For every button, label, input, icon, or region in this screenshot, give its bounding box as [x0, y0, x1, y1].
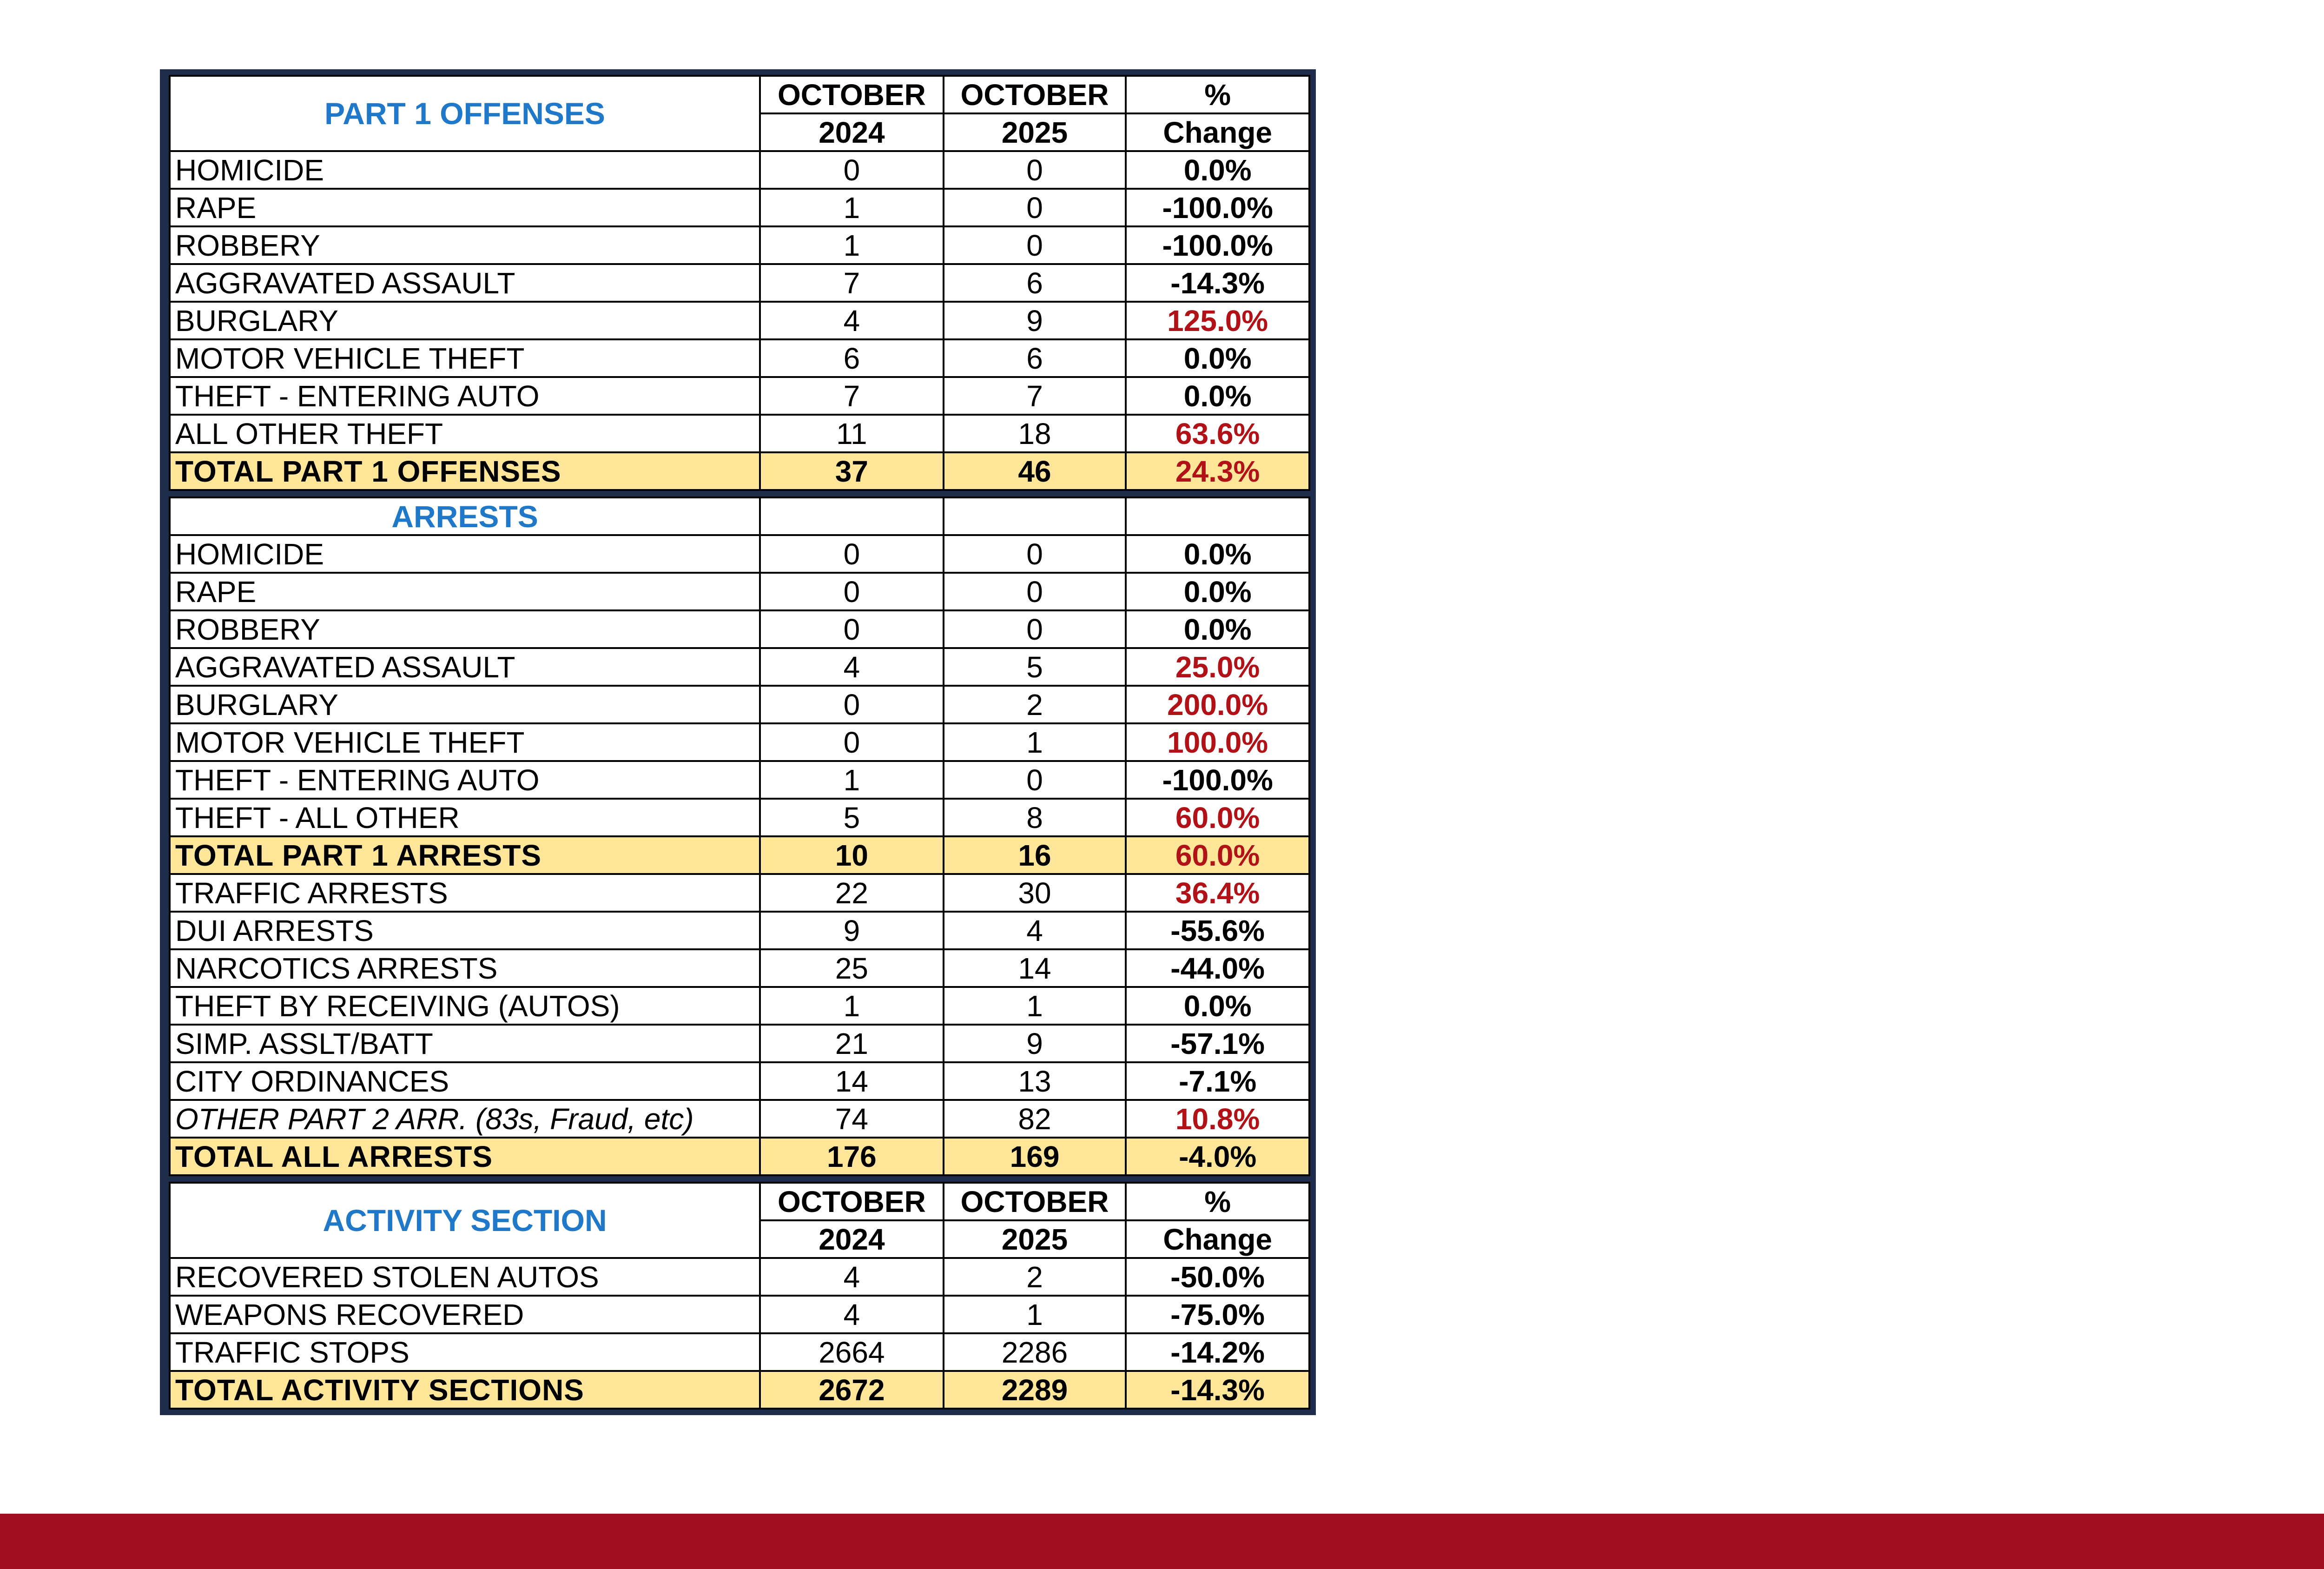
cell-pct-change: 100.0%: [1126, 723, 1309, 761]
cell-oct2024-value: 11: [760, 415, 944, 452]
activity-col-oct2024-month: OCTOBER: [760, 1183, 944, 1220]
cell-oct2024-value: 1: [760, 189, 944, 226]
cell-oct2025-value: 30: [944, 874, 1126, 912]
cell-label: SIMP. ASSLT/BATT: [170, 1025, 760, 1062]
cell-oct2025-value: 1: [944, 1296, 1126, 1333]
part1-row: [170, 226, 1309, 264]
cell-label: RAPE: [170, 573, 760, 610]
cell-oct2025-value: 13: [944, 1062, 1126, 1100]
cell-pct-change: 0.0%: [1126, 151, 1309, 189]
cell-label: RECOVERED STOLEN AUTOS: [170, 1258, 760, 1296]
cell-label: HOMICIDE: [170, 151, 760, 189]
arrests-other-row: [170, 987, 1309, 1025]
part1-offenses-table: [169, 75, 1310, 491]
activity-section-title: ACTIVITY SECTION: [170, 1183, 760, 1258]
cell-pct-change: -100.0%: [1126, 189, 1309, 226]
activity-col-pct-change: Change: [1126, 1220, 1309, 1258]
cell-pct-change: -14.3%: [1126, 264, 1309, 302]
arrests-table: [169, 497, 1310, 1176]
cell-pct-change: -100.0%: [1126, 226, 1309, 264]
part1-header-row-1: [170, 76, 1309, 113]
cell-pct-change: -57.1%: [1126, 1025, 1309, 1062]
cell-oct2024-value: 25: [760, 949, 944, 987]
footer-color-band: [0, 1514, 2324, 1569]
cell-label: TRAFFIC STOPS: [170, 1333, 760, 1371]
cell-oct2025-value: 5: [944, 648, 1126, 686]
arrests-all-total-oct2025-value: 169: [944, 1138, 1126, 1175]
arrests-other-rows: [170, 874, 1309, 1138]
cell-oct2024-value: 2664: [760, 1333, 944, 1371]
cell-oct2025-value: 9: [944, 302, 1126, 339]
cell-oct2024-value: 0: [760, 535, 944, 573]
cell-oct2024-value: 4: [760, 302, 944, 339]
activity-row: [170, 1258, 1309, 1296]
arrests-all-total-pct-change: -4.0%: [1126, 1138, 1309, 1175]
cell-oct2024-value: 1: [760, 226, 944, 264]
cell-pct-change: -44.0%: [1126, 949, 1309, 987]
cell-oct2024-value: 22: [760, 874, 944, 912]
cell-oct2025-value: 1: [944, 987, 1126, 1025]
cell-pct-change: 0.0%: [1126, 339, 1309, 377]
arrests-part1-total-pct-change: 60.0%: [1126, 836, 1309, 874]
cell-pct-change: 25.0%: [1126, 648, 1309, 686]
cell-pct-change: -100.0%: [1126, 761, 1309, 799]
cell-oct2025-value: 6: [944, 339, 1126, 377]
cell-label: THEFT - ENTERING AUTO: [170, 377, 760, 415]
arrests-part1-total-section: [170, 836, 1309, 874]
part1-row: [170, 264, 1309, 302]
cell-pct-change: 0.0%: [1126, 573, 1309, 610]
cell-pct-change: 125.0%: [1126, 302, 1309, 339]
cell-oct2024-value: 6: [760, 339, 944, 377]
part1-row: [170, 339, 1309, 377]
cell-oct2025-value: 0: [944, 761, 1126, 799]
arrests-row: [170, 610, 1309, 648]
cell-label: AGGRAVATED ASSAULT: [170, 648, 760, 686]
part1-total-section: [170, 452, 1309, 490]
part1-rows: [170, 151, 1309, 452]
cell-label: THEFT - ENTERING AUTO: [170, 761, 760, 799]
crime-statistics-report: [160, 69, 1316, 1415]
cell-pct-change: 0.0%: [1126, 610, 1309, 648]
part1-col-pct-change: Change: [1126, 113, 1309, 151]
cell-pct-change: 63.6%: [1126, 415, 1309, 452]
cell-label: MOTOR VEHICLE THEFT: [170, 339, 760, 377]
part1-col-pct-symbol: %: [1126, 76, 1309, 113]
cell-oct2024-value: 5: [760, 799, 944, 836]
activity-col-oct2025-year: 2025: [944, 1220, 1126, 1258]
cell-label: OTHER PART 2 ARR. (83s, Fraud, etc): [170, 1100, 760, 1138]
cell-pct-change: 36.4%: [1126, 874, 1309, 912]
arrests-other-row: [170, 874, 1309, 912]
part1-col-oct2025-year: 2025: [944, 113, 1126, 151]
activity-total-oct2025-value: 2289: [944, 1371, 1126, 1409]
cell-oct2025-value: 9: [944, 1025, 1126, 1062]
arrests-row: [170, 723, 1309, 761]
cell-pct-change: 0.0%: [1126, 987, 1309, 1025]
cell-label: HOMICIDE: [170, 535, 760, 573]
part1-col-oct2024-month: OCTOBER: [760, 76, 944, 113]
part1-row: [170, 377, 1309, 415]
activity-table: [169, 1182, 1310, 1410]
part1-total-label: TOTAL PART 1 OFFENSES: [170, 452, 760, 490]
arrests-all-total-row: [170, 1138, 1309, 1175]
cell-oct2024-value: 0: [760, 151, 944, 189]
cell-oct2025-value: 14: [944, 949, 1126, 987]
arrests-other-row: [170, 912, 1309, 949]
cell-oct2024-value: 4: [760, 1258, 944, 1296]
cell-oct2024-value: 7: [760, 264, 944, 302]
cell-oct2025-value: 0: [944, 573, 1126, 610]
cell-label: RAPE: [170, 189, 760, 226]
cell-label: MOTOR VEHICLE THEFT: [170, 723, 760, 761]
activity-total-label: TOTAL ACTIVITY SECTIONS: [170, 1371, 760, 1409]
cell-pct-change: -7.1%: [1126, 1062, 1309, 1100]
cell-label: BURGLARY: [170, 302, 760, 339]
arrests-all-total-label: TOTAL ALL ARRESTS: [170, 1138, 760, 1175]
activity-row: [170, 1296, 1309, 1333]
cell-label: ROBBERY: [170, 610, 760, 648]
arrests-header-blank-1: [760, 497, 944, 535]
activity-col-oct2024-year: 2024: [760, 1220, 944, 1258]
cell-oct2024-value: 74: [760, 1100, 944, 1138]
cell-oct2024-value: 14: [760, 1062, 944, 1100]
cell-label: ALL OTHER THEFT: [170, 415, 760, 452]
cell-oct2025-value: 0: [944, 535, 1126, 573]
arrests-header-blank-2: [944, 497, 1126, 535]
part1-section-title: PART 1 OFFENSES: [170, 76, 760, 151]
cell-label: ROBBERY: [170, 226, 760, 264]
cell-oct2024-value: 9: [760, 912, 944, 949]
arrests-header-row: [170, 497, 1309, 535]
activity-col-oct2025-month: OCTOBER: [944, 1183, 1126, 1220]
arrests-row: [170, 761, 1309, 799]
cell-oct2025-value: 0: [944, 151, 1126, 189]
cell-oct2024-value: 0: [760, 686, 944, 723]
cell-pct-change: 0.0%: [1126, 377, 1309, 415]
cell-oct2024-value: 4: [760, 1296, 944, 1333]
cell-label: TRAFFIC ARRESTS: [170, 874, 760, 912]
arrests-other-row: [170, 1100, 1309, 1138]
cell-oct2025-value: 2286: [944, 1333, 1126, 1371]
arrests-other-row: [170, 1062, 1309, 1100]
arrests-row: [170, 799, 1309, 836]
arrests-other-row: [170, 1025, 1309, 1062]
cell-oct2024-value: 0: [760, 610, 944, 648]
cell-label: CITY ORDINANCES: [170, 1062, 760, 1100]
activity-total-oct2024-value: 2672: [760, 1371, 944, 1409]
activity-total-section: [170, 1371, 1309, 1409]
cell-oct2025-value: 2: [944, 686, 1126, 723]
arrests-all-total-section: [170, 1138, 1309, 1175]
part1-total-oct2024-value: 37: [760, 452, 944, 490]
activity-row: [170, 1333, 1309, 1371]
cell-pct-change: -55.6%: [1126, 912, 1309, 949]
cell-oct2024-value: 4: [760, 648, 944, 686]
cell-oct2025-value: 4: [944, 912, 1126, 949]
cell-oct2024-value: 21: [760, 1025, 944, 1062]
activity-total-pct-change: -14.3%: [1126, 1371, 1309, 1409]
cell-label: DUI ARRESTS: [170, 912, 760, 949]
cell-oct2025-value: 0: [944, 610, 1126, 648]
activity-header-row-1: [170, 1183, 1309, 1220]
cell-pct-change: 10.8%: [1126, 1100, 1309, 1138]
arrests-other-row: [170, 949, 1309, 987]
cell-oct2025-value: 8: [944, 799, 1126, 836]
part1-row: [170, 415, 1309, 452]
arrests-all-total-oct2024-value: 176: [760, 1138, 944, 1175]
cell-oct2024-value: 7: [760, 377, 944, 415]
cell-pct-change: -14.2%: [1126, 1333, 1309, 1371]
cell-oct2025-value: 0: [944, 226, 1126, 264]
cell-label: THEFT - ALL OTHER: [170, 799, 760, 836]
activity-total-row: [170, 1371, 1309, 1409]
arrests-part1-total-row: [170, 836, 1309, 874]
cell-oct2024-value: 1: [760, 761, 944, 799]
cell-oct2025-value: 6: [944, 264, 1126, 302]
cell-pct-change: 60.0%: [1126, 799, 1309, 836]
cell-pct-change: -50.0%: [1126, 1258, 1309, 1296]
part1-col-oct2025-month: OCTOBER: [944, 76, 1126, 113]
cell-label: THEFT BY RECEIVING (AUTOS): [170, 987, 760, 1025]
cell-pct-change: -75.0%: [1126, 1296, 1309, 1333]
arrests-row: [170, 573, 1309, 610]
cell-oct2025-value: 7: [944, 377, 1126, 415]
arrests-row: [170, 648, 1309, 686]
arrests-rows: [170, 535, 1309, 836]
cell-label: BURGLARY: [170, 686, 760, 723]
cell-oct2025-value: 82: [944, 1100, 1126, 1138]
arrests-part1-total-label: TOTAL PART 1 ARRESTS: [170, 836, 760, 874]
cell-label: AGGRAVATED ASSAULT: [170, 264, 760, 302]
arrests-row: [170, 535, 1309, 573]
part1-row: [170, 302, 1309, 339]
arrests-part1-total-oct2024-value: 10: [760, 836, 944, 874]
cell-oct2025-value: 18: [944, 415, 1126, 452]
cell-oct2024-value: 1: [760, 987, 944, 1025]
arrests-row: [170, 686, 1309, 723]
cell-pct-change: 0.0%: [1126, 535, 1309, 573]
cell-oct2025-value: 1: [944, 723, 1126, 761]
activity-col-pct-symbol: %: [1126, 1183, 1309, 1220]
activity-rows: [170, 1258, 1309, 1371]
cell-label: WEAPONS RECOVERED: [170, 1296, 760, 1333]
part1-row: [170, 189, 1309, 226]
part1-total-pct-change: 24.3%: [1126, 452, 1309, 490]
part1-row: [170, 151, 1309, 189]
part1-col-oct2024-year: 2024: [760, 113, 944, 151]
arrests-section-title: ARRESTS: [170, 497, 760, 535]
arrests-header-blank-3: [1126, 497, 1309, 535]
cell-oct2025-value: 0: [944, 189, 1126, 226]
cell-oct2025-value: 2: [944, 1258, 1126, 1296]
cell-label: NARCOTICS ARRESTS: [170, 949, 760, 987]
cell-pct-change: 200.0%: [1126, 686, 1309, 723]
part1-total-oct2025-value: 46: [944, 452, 1126, 490]
cell-oct2024-value: 0: [760, 573, 944, 610]
arrests-part1-total-oct2025-value: 16: [944, 836, 1126, 874]
part1-total-row: [170, 452, 1309, 490]
cell-oct2024-value: 0: [760, 723, 944, 761]
